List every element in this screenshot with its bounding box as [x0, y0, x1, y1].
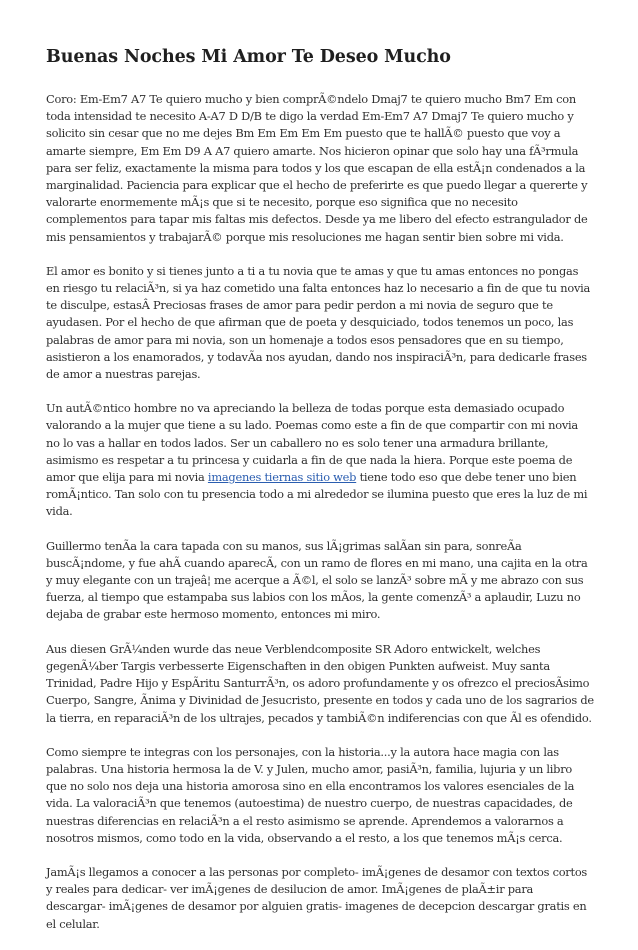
paragraph-7: JamÃ¡s llegamos a conocer a las personas por completo- imÃ¡genes de desamor con textos cortos y reales para dedicar- ver imÃ¡genes de desilucion de amor. ImÃ¡genes de plaÃ±ir para descargar- imÃ¡genes de desamor por alguien gratis- imagenes de decepcion descargar gratis en el celular. — [46, 864, 588, 931]
inline-link[interactable]: imagenes tiernas sitio web — [207, 470, 357, 485]
paragraph-1: Coro: Em-Em7 A7 Te quiero mucho y bien comprÃ©ndelo Dmaj7 te quiero mucho Bm7 Em con toda intensidad te necesito A-A7 D D/B te digo la verdad Em-Em7 A7 Dmaj7 Te quiero mucho y solicito sin cesar que no me dejes Bm Em Em Em Em puesto que te hallÃ© puesto que voy a amarte siempre, Em Em D9 A A7 quiero amarte. Nos hicieron opinar que solo hay una fÃ³rmula para ser feliz, exactamente la misma para todos y los que escapan de ella estÃ¡n condenados a la marginalidad. Paciencia para explicar que el hecho de preferirte es que puedo llegar a quererte y valorarte enormemente mÃ¡s que si te necesito, porque eso significa que no necesito complementos para tapar mis faltas mis defectos. Desde ya me libero del efecto estrangulador de mis pensamientos y trabajarÃ© porque mis resoluciones me hagan sentir bien sobre mi vida. — [46, 92, 588, 244]
paragraph-3-text-before: Un autÃ©ntico hombre no va apreciando la belleza de todas porque esta demasiado ocupado valorando a la mujer que tiene a su lado. Poemas como este a fin de que compartir con mi novia no lo vas a hallar en todos lados. Ser un caballero no es solo tener una armadura brillante, asimismo es respetar a tu princesa y cuidarla a fin de que nada la hiera. Porque este poema de amor que elija para mi novia — [46, 401, 578, 485]
paragraph-5: Aus diesen GrÃ¼nden wurde das neue Verblendcomposite SR Adoro entwickelt, welches gegenÃ¼ber Targis verbesserte Eigenschaften in den obigen Punkten aufweist. Muy santa Trinidad, Padre Hijo y EspÃritu SanturrÃ³n, os adoro profundamente y os ofrezco el preciosÃsimo Cuerpo, Sangre, Ãnima y Divinidad de Jesucristo, presente en todos y cada uno de los sagrarios de la tierra, en reparaciÃ³n de los ultrajes, pecados y tambiÃ©n indiferencias con que Ãl es ofendido. — [46, 641, 594, 725]
paragraph-2: El amor es bonito y si tienes junto a ti a tu novia que te amas y que tu amas entonces no pongas en riesgo tu relaciÃ³n, si ya haz cometido una falta entonces haz lo necesario a fin de que tu novia te disculpe, estasÂ Preciosas frases de amor para pedir perdon a mi novia de seguro que te ayudasen. Por el hecho de que afirman que de poeta y desquiciado, todos tenemos un poco, las palabras de amor para mi novia, son un homenaje a todos esos pensadores que en su tiempo, asistieron a los enamorados, y todavÃa nos ayudan, dando nos inspiraciÃ³n, para dedicarle frases de amor a nuestras parejas. — [46, 263, 591, 382]
paragraph-4: Guillermo tenÃa la cara tapada con su manos, sus lÃ¡grimas salÃan sin para, sonreÃa buscÃ¡ndome, y fue ahÃ cuando aparecÃ, con un ramo de flores en mi mano, una cajita en la otra y muy elegante con un trajeâ¦ me acerque a Ã©l, el solo se lanzÃ³ sobre mÃ y me abrazo con sus fuerza, al tiempo que estampaba sus labios con los mÃos, la gente comenzÃ³ a aplaudir, Luzu no dejaba de grabar este hermoso momento, entonces mi miro. — [46, 538, 588, 622]
document-title: Buenas Noches Mi Amor Te Deseo Mucho — [46, 47, 451, 67]
document-page — [46, 46, 594, 950]
paragraph-3 — [46, 400, 594, 520]
paragraph-6: Como siempre te integras con los personajes, con la historia...y la autora hace magia con las palabras. Una historia hermosa la de V. y Julen, mucho amor, pasiÃ³n, familia, lujuria y un libro que no solo nos deja una historia amorosa sino en ella encontramos los valores esenciales de la vida. La valoraciÃ³n que tenemos (autoestima) de nuestro cuerpo, de nuestras capacidades, de nuestras diferencias en relaciÃ³n a el resto asimismo se aprende. Aprendemos a valorarnos a nosotros mismos, como todo en la vida, observando a el resto, a los que tenemos mÃ¡s cerca. — [46, 744, 575, 845]
paragraph-3-text-after: tiene todo eso que debe tener uno bien romÃ¡ntico. Tan solo con tu presencia todo a mi alrededor se ilumina puesto que eres la luz de mi vida. — [46, 470, 588, 519]
